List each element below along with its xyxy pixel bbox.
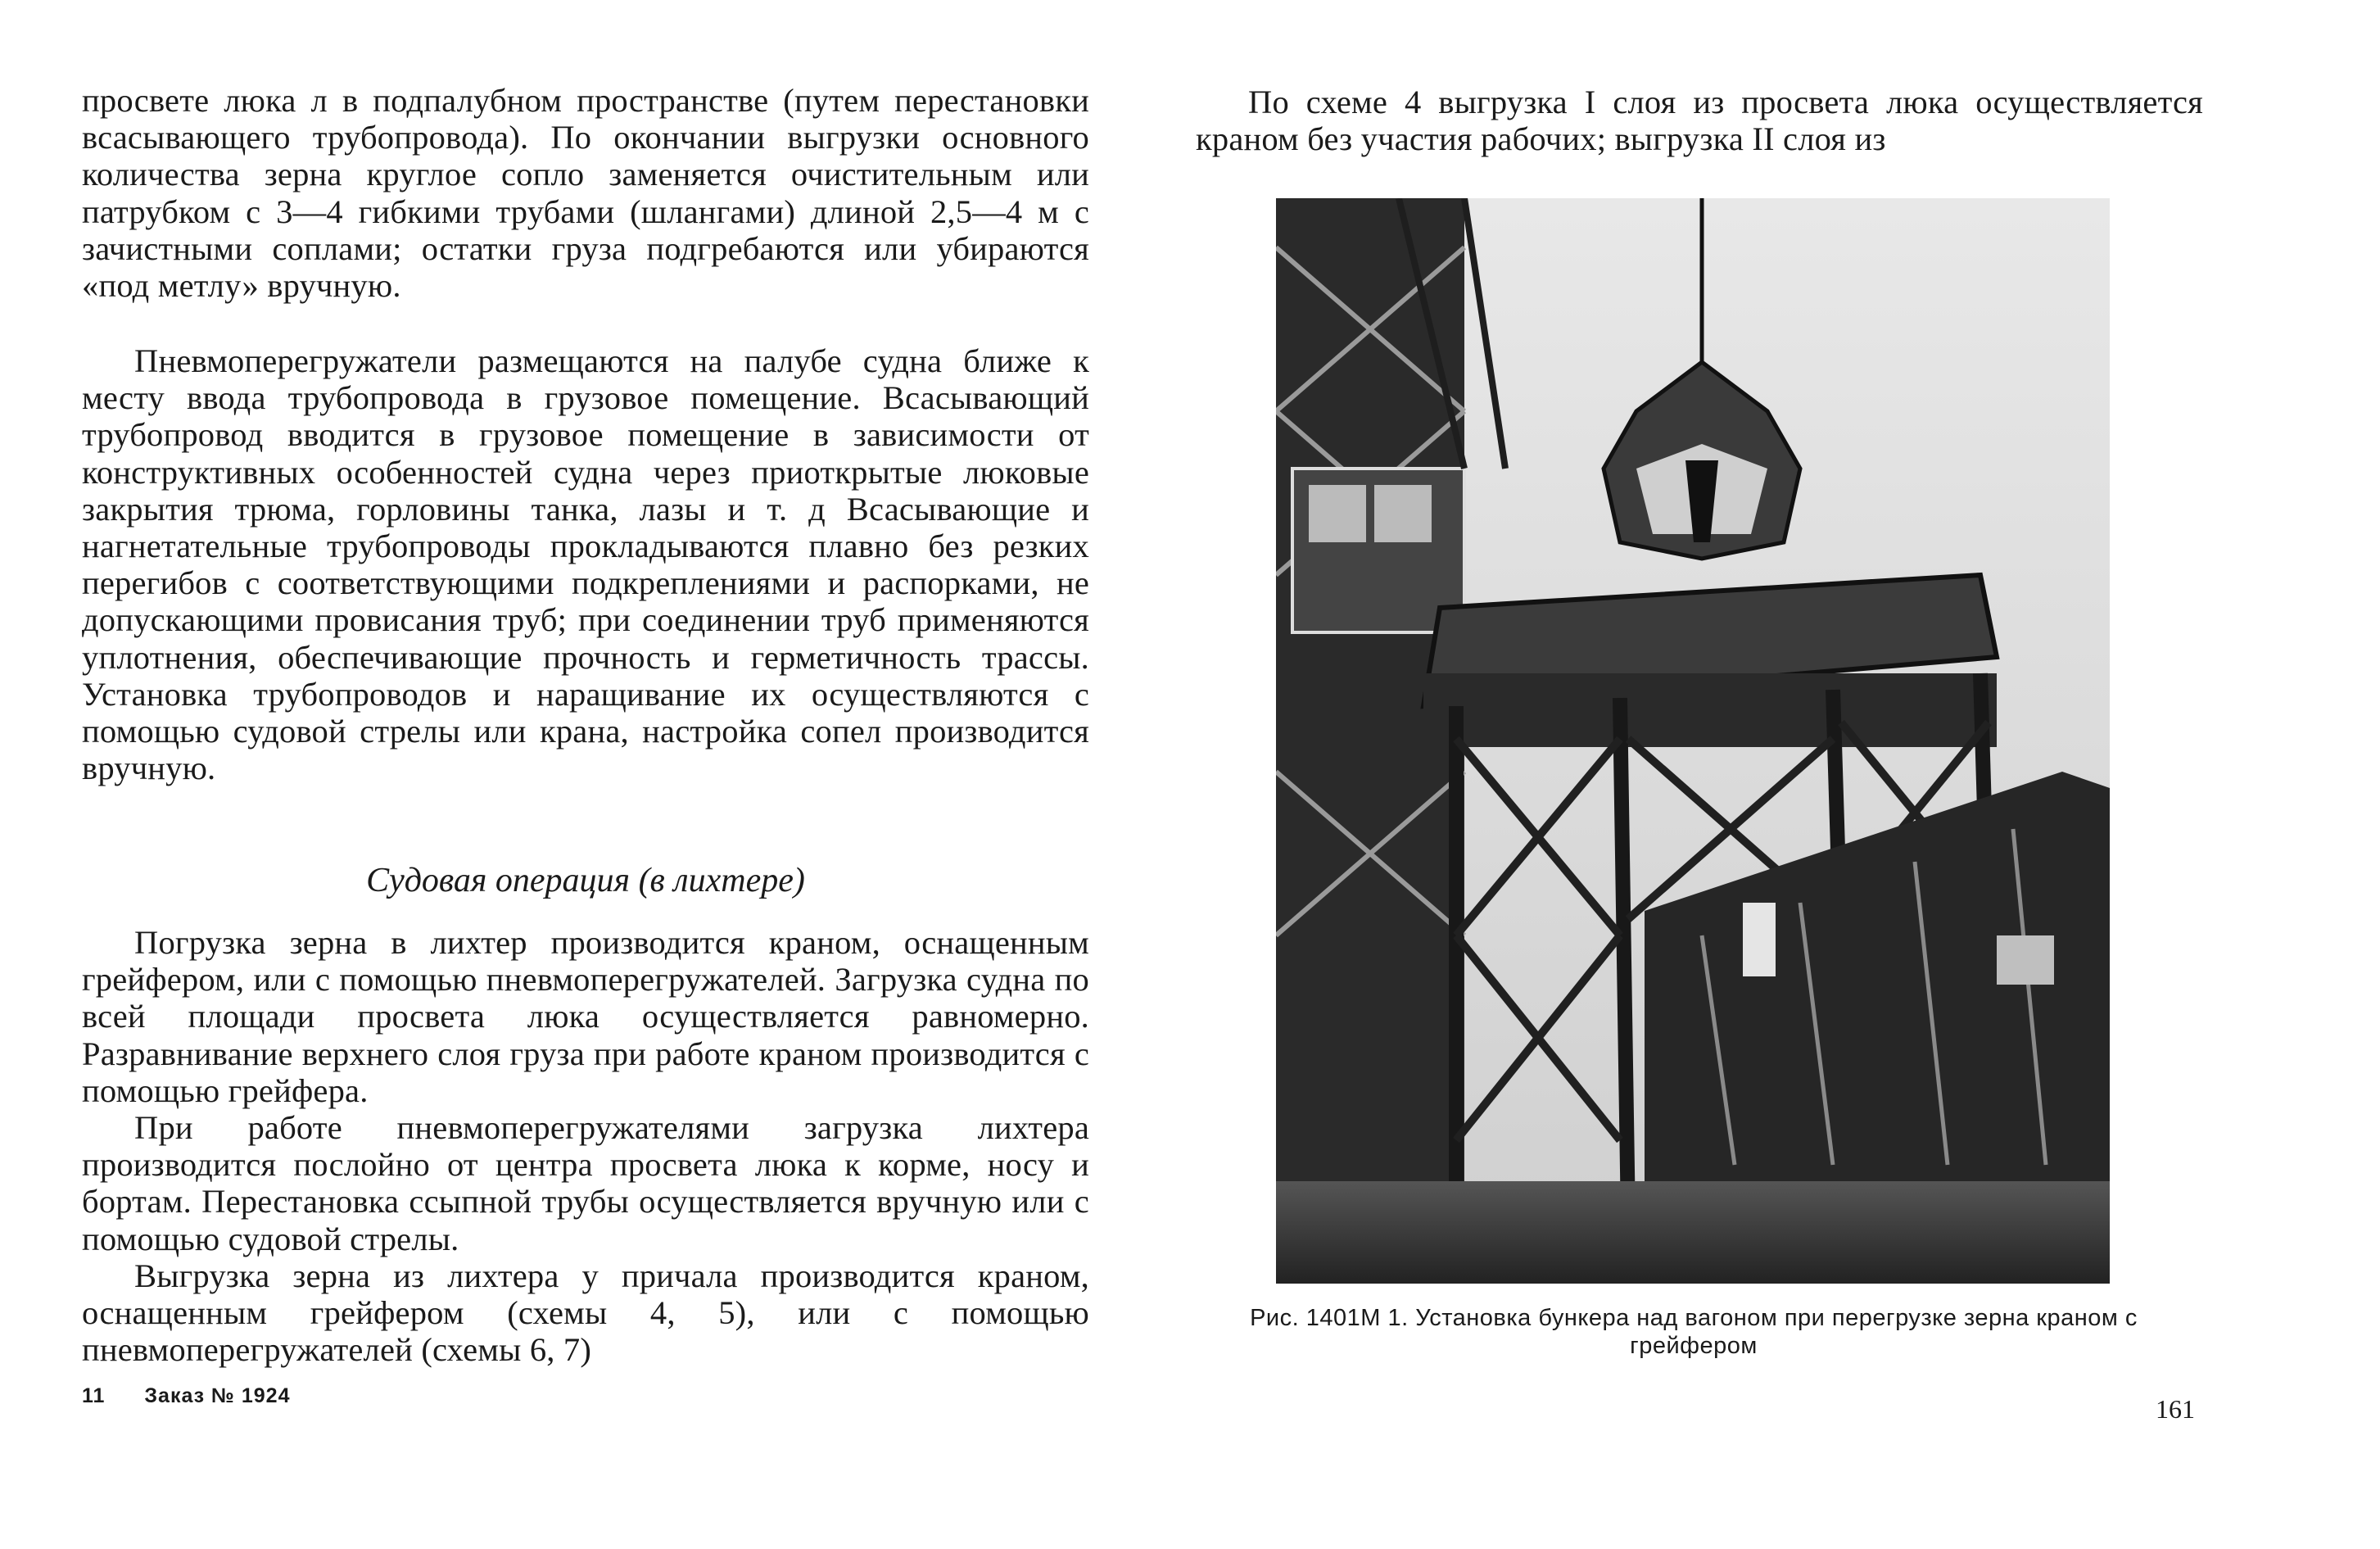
paragraph-3: Погрузка зерна в лихтер производится краном, оснащенным грейфером, или с помощью пневмоперегружателей. Загрузка судна по всей площади просвета люка осуществляется равномерно. Разравнивание верхнего слоя груза при работе краном производится с помощью грейфера. <box>82 924 1089 1109</box>
paragraph-2-block <box>82 342 1089 786</box>
footer-left <box>82 1384 290 1408</box>
left-page <box>82 0 1089 1549</box>
bunker-photo-illustration <box>1276 198 2110 1284</box>
signature-mark: 11 <box>82 1384 106 1407</box>
figure-caption: Рис. 1401М 1. Установка бункера над вагоном при перегрузке зерна краном с грейфером <box>1250 1305 2138 1359</box>
section-title: Судовая операция (в лихтере) <box>366 862 805 899</box>
right-intro-block <box>1196 84 2203 157</box>
paragraph-2: Пневмоперегружатели размещаются на палубе судна ближе к месту ввода трубопровода в грузовое помещение. Всасывающий трубопровод вводится в грузовое помещение в зависимости от конструктивных особенностей судна через приоткрытые люковые закрытия трюма, горловины танка, лазы и т. д Всасывающие и нагнетательные трубопроводы прокладываются плавно без резких перегибов с соответствующими подкреплениями и распорками, не допускающими провисания труб; при соединении труб применяются уплотнения, обеспечивающие прочность и герметичность трассы. Установка трубопроводов и наращивание их осуществляются с помощью судовой стрелы или крана, настройка сопел производится вручную. <box>82 342 1089 787</box>
paragraph-4: При работе пневмоперегружателями загрузка лихтера производится послойно от центра просвета люка к корме, носу и бортам. Перестановка ссыпной трубы осуществляется вручную или с помощью судовой стрелы. <box>82 1109 1089 1257</box>
paragraph-3-block <box>82 924 1089 1109</box>
bunker-photo <box>1276 198 2110 1284</box>
order-number: Заказ № 1924 <box>144 1384 291 1407</box>
paragraph-4-block <box>82 1109 1089 1257</box>
right-intro-text: По схеме 4 выгрузка I слоя из просвета люка осуществляется краном без участия рабочих; выгрузка II слоя из <box>1196 84 2203 158</box>
paragraph-1: просвете люка л в подпалубном пространстве (путем перестановки всасывающего трубопровода). По окончании выгрузки основного количества зерна круглое сопло заменяется очистительным или патрубком с 3—4 гибкими трубами (шлангами) длиной 2,5—4 м с зачистными соплами; остатки груза подгребаются или убираются «под метлу» вручную. <box>82 82 1089 305</box>
page-number: 161 <box>2156 1394 2195 1424</box>
paragraph-1-block <box>82 82 1089 304</box>
right-page <box>1138 0 2203 1549</box>
paragraph-5: Выгрузка зерна из лихтера у причала производится краном, оснащенным грейфером (схемы 4, 5), или с помощью пневмоперегружателей (схемы 6, 7) <box>82 1257 1089 1369</box>
paragraph-5-block <box>82 1257 1089 1369</box>
